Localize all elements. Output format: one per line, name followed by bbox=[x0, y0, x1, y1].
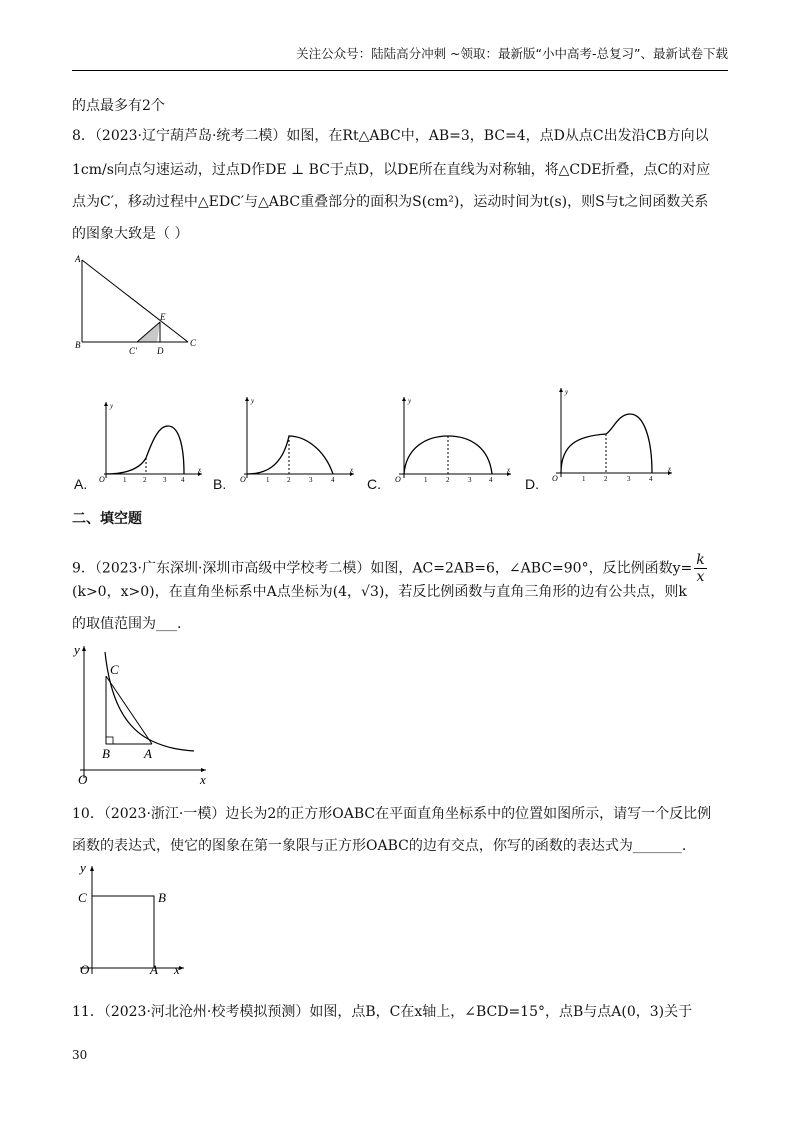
option-graph-d bbox=[548, 384, 676, 484]
section-heading: 二、填空题 bbox=[72, 511, 142, 527]
figure-label: 1 bbox=[123, 476, 127, 484]
label-E: E bbox=[160, 312, 166, 322]
figure-label: C bbox=[78, 890, 87, 905]
figure-label: 1 bbox=[582, 475, 586, 483]
figure-label: O bbox=[240, 475, 246, 484]
option-c-label: C. bbox=[367, 476, 381, 492]
figure-label: y bbox=[80, 860, 86, 875]
figure-label: O bbox=[395, 475, 401, 484]
text-line: 的点最多有2个 bbox=[72, 98, 165, 114]
figure-label: 1 bbox=[424, 476, 428, 484]
figure-label: y bbox=[408, 397, 412, 405]
header-rule bbox=[72, 70, 728, 71]
option-graph-b bbox=[234, 393, 359, 484]
option-graph-c bbox=[391, 393, 516, 484]
figure-label: O bbox=[80, 962, 90, 977]
q11-line-1: 11．（2023·河北沧州·校考模拟预测）如图，点B，C在x轴上，∠BCD=15°，点B与点A(0，3)关于 bbox=[72, 1004, 693, 1020]
figure-label: B bbox=[158, 890, 166, 905]
figure-label: 4 bbox=[331, 476, 335, 484]
q8-line-4: 的图象大致是（ ） bbox=[72, 226, 189, 242]
figure-label: O bbox=[99, 475, 105, 484]
q10-square-figure bbox=[72, 858, 192, 980]
q9-line-3: 的取值范围为___. bbox=[72, 616, 182, 632]
figure-label: O bbox=[552, 474, 558, 483]
figure-label: x bbox=[507, 466, 511, 474]
option-graph-a bbox=[94, 398, 206, 484]
option-a-label: A. bbox=[74, 476, 88, 492]
figure-label: B bbox=[102, 746, 110, 761]
q9-figure bbox=[72, 638, 222, 786]
figure-label: 3 bbox=[309, 476, 313, 484]
label-A: A bbox=[75, 254, 81, 264]
figure-label: 4 bbox=[181, 476, 185, 484]
figure-label: O bbox=[78, 772, 88, 786]
figure-label: 3 bbox=[627, 475, 631, 483]
q9-line-2: (k>0，x>0)，在直角坐标系中A点坐标为(4，√3)，若反比例函数与直角三角形的边有公共点，则k bbox=[72, 584, 687, 600]
figure-label: x bbox=[174, 962, 180, 977]
figure-label: x bbox=[668, 465, 672, 473]
figure-label: y bbox=[565, 388, 569, 396]
figure-label: 2 bbox=[446, 476, 450, 484]
q10-line-2: 函数的表达式，使它的图象在第一象限与正方形OABC的边有交点，你写的函数的表达式为_______. bbox=[72, 838, 687, 854]
figure-label: 4 bbox=[489, 476, 493, 484]
figure-label: C bbox=[110, 662, 119, 677]
figure-label: 2 bbox=[143, 476, 147, 484]
label-D: D bbox=[157, 346, 164, 356]
figure-label: x bbox=[198, 466, 202, 474]
figure-label: 4 bbox=[649, 475, 653, 483]
q8-line-3: 点为C′，移动过程中△EDC′与△ABC重叠部分的面积为S(cm²)，运动时间为t(s)，则S与t之间函数关系 bbox=[72, 194, 709, 210]
q8-line-2: 1cm/s向点匀速运动，过点D作DE ⊥ BC于点D，以DE所在直线为对称轴，将△CDE折叠，点C的对应 bbox=[72, 162, 711, 178]
label-B: B bbox=[75, 340, 81, 350]
figure-label: 2 bbox=[604, 475, 608, 483]
page-number: 30 bbox=[72, 1048, 88, 1062]
q10-line-1: 10．（2023·浙江·一模）边长为2的正方形OABC在平面直角坐标系中的位置如图所示，请写一个反比例 bbox=[72, 806, 712, 822]
q9-line-1: 9．（2023·广东深圳·深圳市高级中学校考二模）如图，AC=2AB=6，∠ABC=90°，反比例函数y= $\frac{k}{x}$ bbox=[72, 552, 705, 585]
figure-label: y bbox=[110, 402, 114, 410]
figure-label: y bbox=[251, 397, 255, 405]
label-C: C bbox=[190, 338, 197, 348]
option-d-label: D. bbox=[525, 476, 539, 492]
fraction-k-over-x: $\frac{k}{x}$ bbox=[696, 552, 705, 585]
figure-label: 3 bbox=[468, 476, 472, 484]
option-b-label: B. bbox=[213, 476, 227, 492]
figure-label: A bbox=[150, 962, 158, 977]
q8-triangle-figure bbox=[72, 250, 212, 360]
figure-label: A bbox=[144, 746, 152, 761]
label-C-prime: C′ bbox=[129, 346, 137, 356]
figure-label: 3 bbox=[163, 476, 167, 484]
page-header: 关注公众号：陆陆高分冲刺 ~领取：最新版“小中高考-总复习”、最新试卷下载 bbox=[296, 46, 728, 61]
figure-label: x bbox=[350, 466, 354, 474]
q8-line-1: 8．（2023·辽宁葫芦岛·统考二模）如图，在Rt△ABC中，AB=3，BC=4，点D从点C出发沿CB方向以 bbox=[72, 128, 709, 144]
figure-label: 2 bbox=[287, 476, 291, 484]
figure-label: x bbox=[200, 772, 206, 786]
figure-label: y bbox=[74, 642, 80, 657]
figure-label: 1 bbox=[266, 476, 270, 484]
